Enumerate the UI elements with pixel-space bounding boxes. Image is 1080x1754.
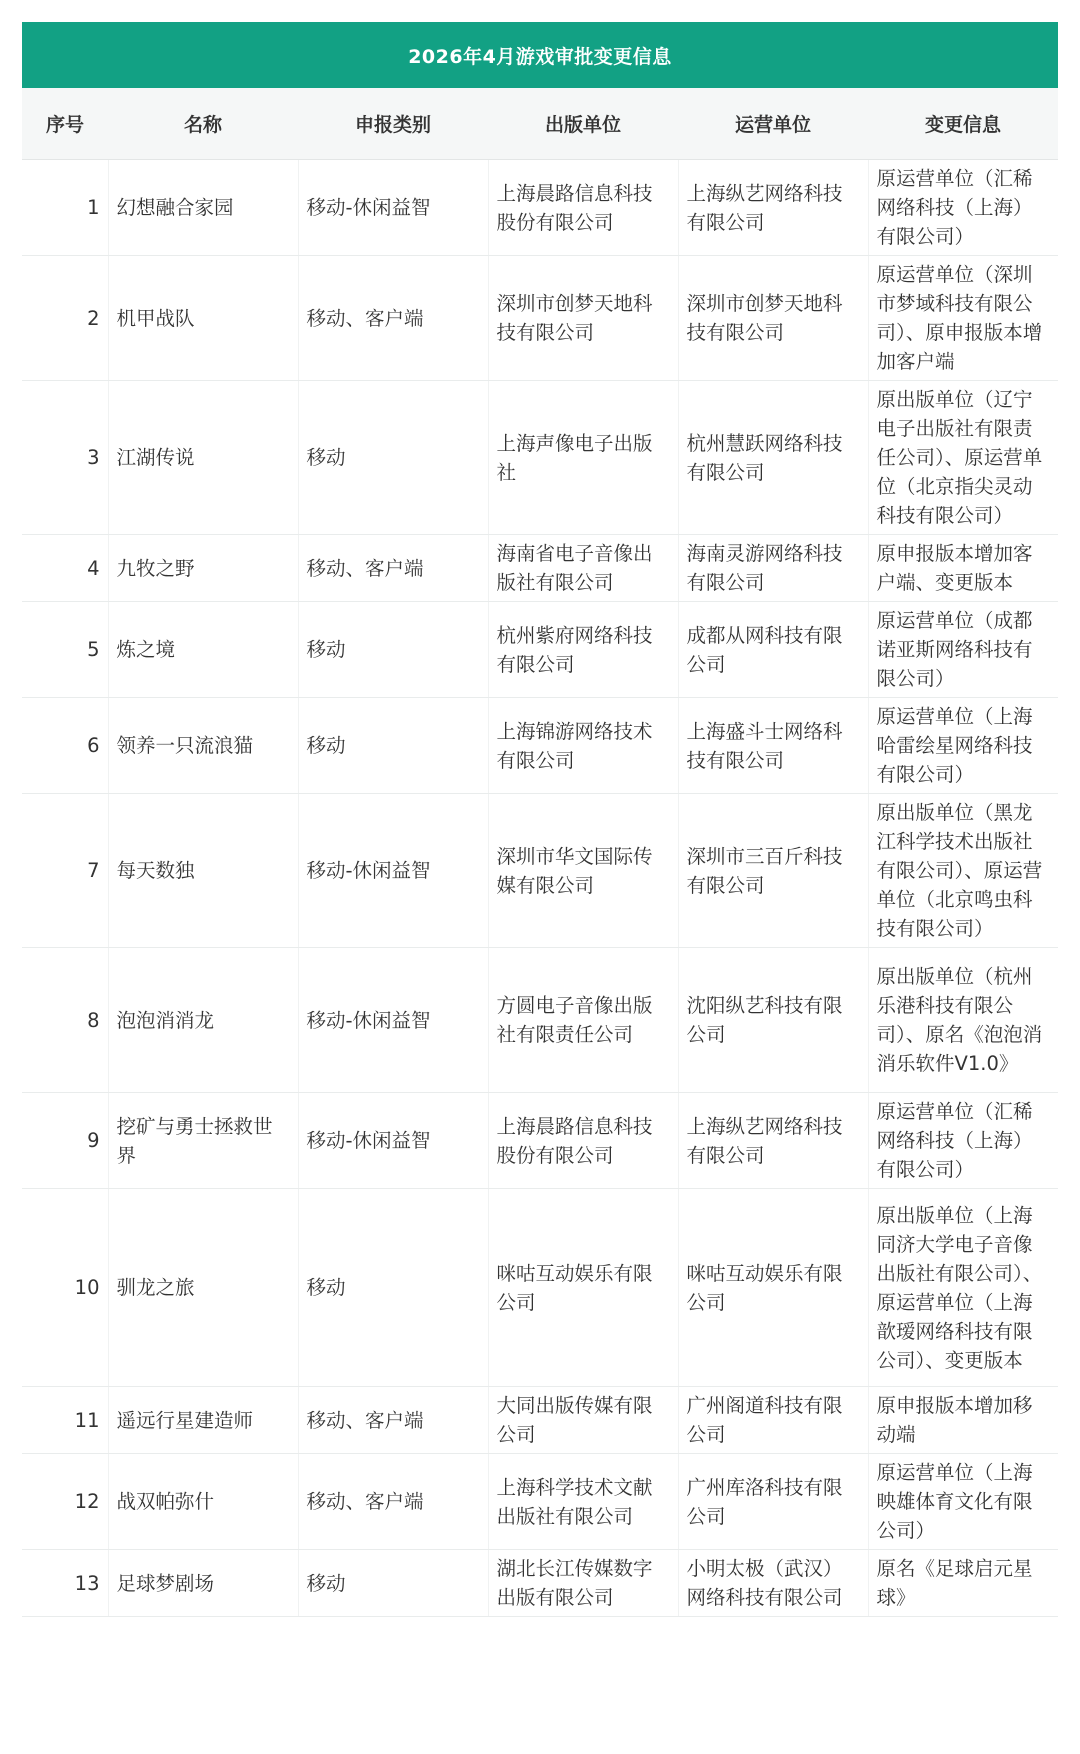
cell-name: 幻想融合家园 (108, 160, 298, 256)
approval-change-table (22, 88, 1058, 1617)
cell-operator: 上海盛斗士网络科技有限公司 (678, 698, 868, 794)
cell-publisher: 上海晨路信息科技股份有限公司 (488, 1093, 678, 1189)
header-row (22, 88, 1058, 160)
cell-publisher: 大同出版传媒有限公司 (488, 1387, 678, 1454)
cell-no: 11 (22, 1387, 108, 1454)
cell-name: 机甲战队 (108, 256, 298, 381)
cell-name: 每天数独 (108, 794, 298, 948)
table-body (22, 160, 1058, 1617)
cell-change: 原出版单位（杭州乐港科技有限公司）、原名《泡泡消消乐软件V1.0》 (868, 948, 1058, 1093)
table-row (22, 535, 1058, 602)
cell-change: 原运营单位（上海哈雷绘星网络科技有限公司） (868, 698, 1058, 794)
table-row (22, 160, 1058, 256)
cell-operator: 深圳市创梦天地科技有限公司 (678, 256, 868, 381)
table-row (22, 1454, 1058, 1550)
table-row (22, 794, 1058, 948)
table-row (22, 381, 1058, 535)
header-no: 序号 (22, 88, 108, 160)
cell-category: 移动 (298, 602, 488, 698)
table-row (22, 1550, 1058, 1617)
table-row (22, 256, 1058, 381)
cell-operator: 上海纵艺网络科技有限公司 (678, 160, 868, 256)
cell-publisher: 海南省电子音像出版社有限公司 (488, 535, 678, 602)
cell-change: 原运营单位（汇稀网络科技（上海）有限公司） (868, 1093, 1058, 1189)
cell-no: 13 (22, 1550, 108, 1617)
cell-operator: 小明太极（武汉）网络科技有限公司 (678, 1550, 868, 1617)
cell-category: 移动、客户端 (298, 256, 488, 381)
table-row (22, 1387, 1058, 1454)
cell-publisher: 湖北长江传媒数字出版有限公司 (488, 1550, 678, 1617)
cell-no: 3 (22, 381, 108, 535)
cell-category: 移动、客户端 (298, 1387, 488, 1454)
cell-category: 移动-休闲益智 (298, 948, 488, 1093)
cell-name: 驯龙之旅 (108, 1189, 298, 1387)
cell-no: 1 (22, 160, 108, 256)
cell-publisher: 上海锦游网络技术有限公司 (488, 698, 678, 794)
cell-operator: 上海纵艺网络科技有限公司 (678, 1093, 868, 1189)
cell-category: 移动 (298, 698, 488, 794)
cell-change: 原运营单位（汇稀网络科技（上海）有限公司） (868, 160, 1058, 256)
table-row (22, 698, 1058, 794)
cell-operator: 广州阁道科技有限公司 (678, 1387, 868, 1454)
cell-category: 移动-休闲益智 (298, 1093, 488, 1189)
cell-name: 江湖传说 (108, 381, 298, 535)
cell-category: 移动 (298, 1189, 488, 1387)
header-publisher: 出版单位 (488, 88, 678, 160)
cell-change: 原名《足球启元星球》 (868, 1550, 1058, 1617)
cell-publisher: 杭州紫府网络科技有限公司 (488, 602, 678, 698)
cell-name: 泡泡消消龙 (108, 948, 298, 1093)
cell-operator: 成都从网科技有限公司 (678, 602, 868, 698)
cell-no: 5 (22, 602, 108, 698)
cell-name: 领养一只流浪猫 (108, 698, 298, 794)
cell-publisher: 上海声像电子出版社 (488, 381, 678, 535)
header-operator: 运营单位 (678, 88, 868, 160)
header-change: 变更信息 (868, 88, 1058, 160)
cell-change: 原申报版本增加移动端 (868, 1387, 1058, 1454)
cell-publisher: 上海晨路信息科技股份有限公司 (488, 160, 678, 256)
cell-change: 原出版单位（黑龙江科学技术出版社有限公司）、原运营单位（北京鸣虫科技有限公司） (868, 794, 1058, 948)
cell-change: 原运营单位（上海映雄体育文化有限公司） (868, 1454, 1058, 1550)
cell-category: 移动-休闲益智 (298, 160, 488, 256)
cell-change: 原出版单位（辽宁电子出版社有限责任公司）、原运营单位（北京指尖灵动科技有限公司） (868, 381, 1058, 535)
cell-category: 移动 (298, 381, 488, 535)
table-row (22, 602, 1058, 698)
table-row (22, 1189, 1058, 1387)
cell-name: 挖矿与勇士拯救世界 (108, 1093, 298, 1189)
table-row (22, 1093, 1058, 1189)
cell-category: 移动、客户端 (298, 1454, 488, 1550)
cell-no: 12 (22, 1454, 108, 1550)
cell-publisher: 方圆电子音像出版社有限责任公司 (488, 948, 678, 1093)
cell-change: 原运营单位（成都诺亚斯网络科技有限公司） (868, 602, 1058, 698)
cell-category: 移动 (298, 1550, 488, 1617)
cell-category: 移动、客户端 (298, 535, 488, 602)
approval-table-container (22, 22, 1058, 1617)
cell-no: 7 (22, 794, 108, 948)
cell-no: 9 (22, 1093, 108, 1189)
cell-operator: 广州库洛科技有限公司 (678, 1454, 868, 1550)
cell-name: 足球梦剧场 (108, 1550, 298, 1617)
cell-no: 2 (22, 256, 108, 381)
cell-change: 原运营单位（深圳市梦域科技有限公司）、原申报版本增加客户端 (868, 256, 1058, 381)
cell-operator: 海南灵游网络科技有限公司 (678, 535, 868, 602)
cell-operator: 咪咕互动娱乐有限公司 (678, 1189, 868, 1387)
cell-publisher: 咪咕互动娱乐有限公司 (488, 1189, 678, 1387)
cell-name: 遥远行星建造师 (108, 1387, 298, 1454)
table-title: 2026年4月游戏审批变更信息 (22, 22, 1058, 88)
cell-no: 6 (22, 698, 108, 794)
cell-publisher: 上海科学技术文献出版社有限公司 (488, 1454, 678, 1550)
cell-no: 4 (22, 535, 108, 602)
cell-operator: 杭州慧跃网络科技有限公司 (678, 381, 868, 535)
cell-operator: 沈阳纵艺科技有限公司 (678, 948, 868, 1093)
header-name: 名称 (108, 88, 298, 160)
cell-name: 炼之境 (108, 602, 298, 698)
cell-publisher: 深圳市华文国际传媒有限公司 (488, 794, 678, 948)
header-category: 申报类别 (298, 88, 488, 160)
cell-name: 九牧之野 (108, 535, 298, 602)
cell-name: 战双帕弥什 (108, 1454, 298, 1550)
cell-change: 原出版单位（上海同济大学电子音像出版社有限公司）、原运营单位（上海歆瑷网络科技有限公司）、变更版本 (868, 1189, 1058, 1387)
cell-operator: 深圳市三百斤科技有限公司 (678, 794, 868, 948)
cell-no: 8 (22, 948, 108, 1093)
cell-category: 移动-休闲益智 (298, 794, 488, 948)
table-row (22, 948, 1058, 1093)
cell-change: 原申报版本增加客户端、变更版本 (868, 535, 1058, 602)
cell-publisher: 深圳市创梦天地科技有限公司 (488, 256, 678, 381)
table-header (22, 88, 1058, 160)
cell-no: 10 (22, 1189, 108, 1387)
